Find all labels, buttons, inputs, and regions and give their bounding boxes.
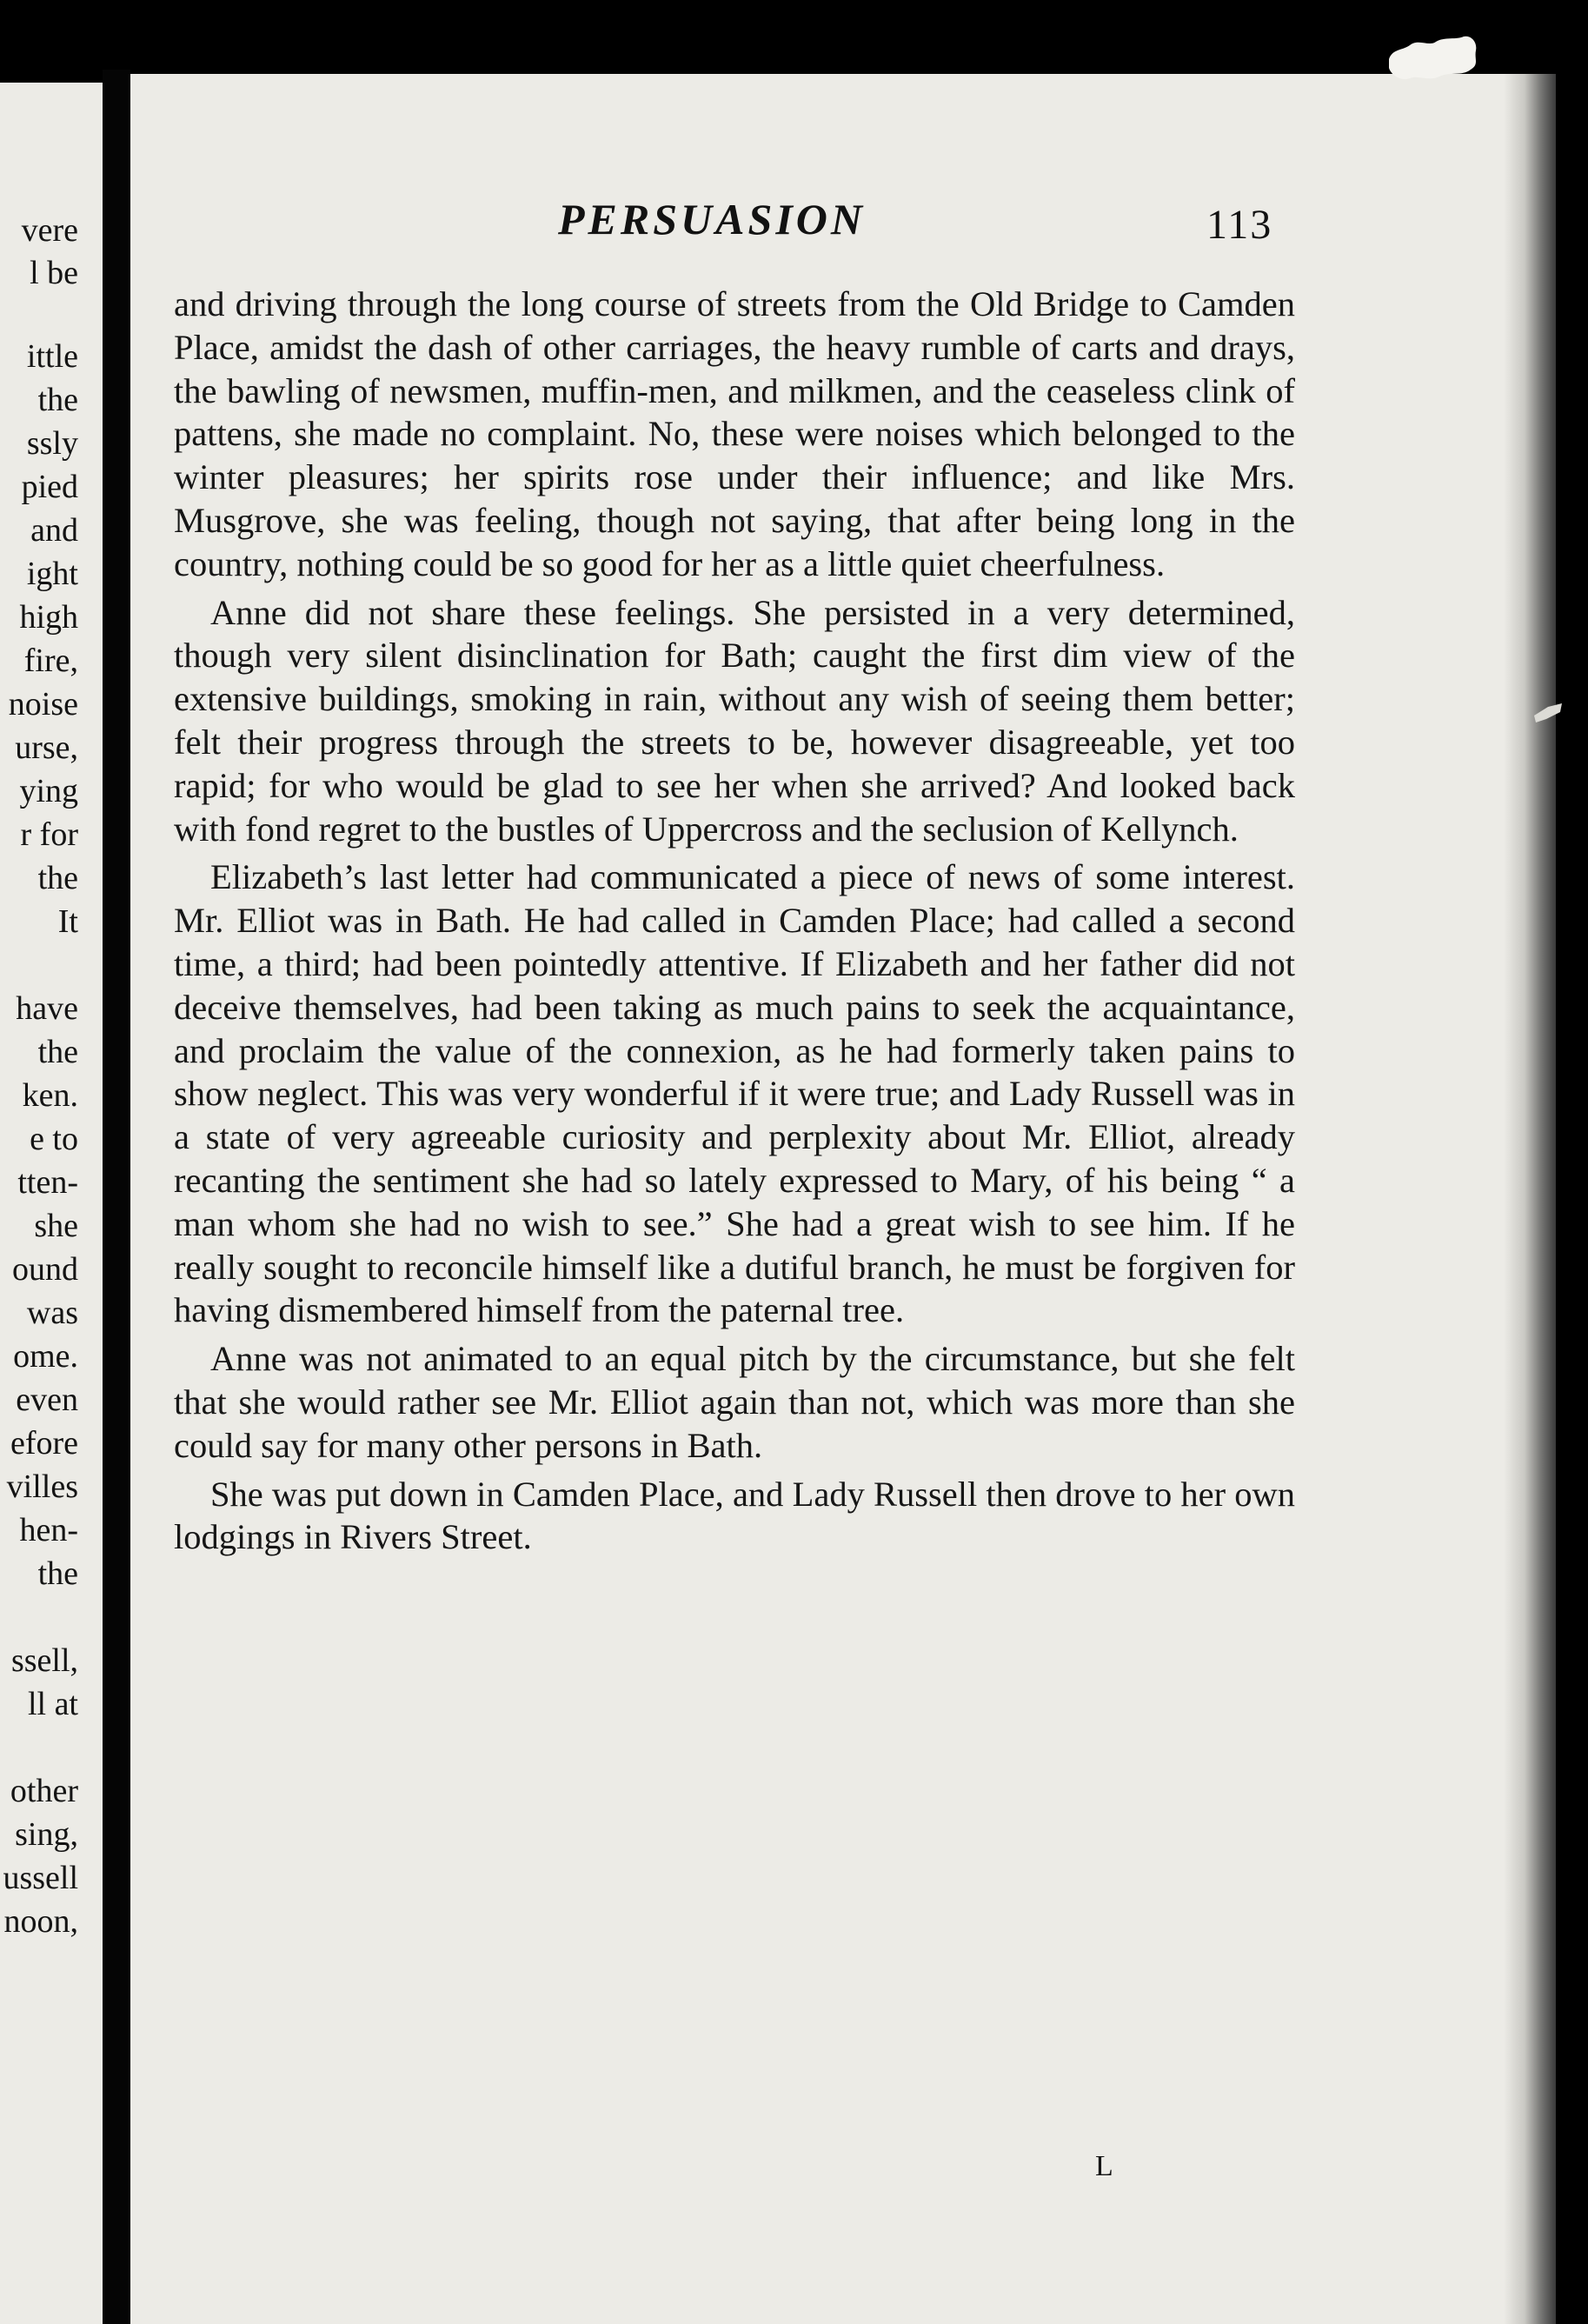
previous-page-line-end: urse, — [15, 729, 78, 766]
paragraph: Anne was not animated to an equal pitch by the circumstance, but she felt that she would rather see Mr. Elliot again than not, which was more than she could say for many other persons in Bath. — [174, 1339, 1295, 1465]
torn-corner-mark — [1384, 33, 1481, 83]
page-edge-shadow — [1504, 74, 1556, 2324]
previous-page-line-end: she — [34, 1208, 78, 1244]
previous-page-line-end: was — [26, 1295, 78, 1331]
previous-page-line-end: sing, — [15, 1816, 78, 1853]
previous-page-line-end: ome. — [13, 1338, 78, 1375]
previous-page-line-end: ussell — [3, 1860, 78, 1896]
previous-page-line-end: ssell, — [10, 1642, 78, 1679]
previous-page-line-end: and — [30, 512, 78, 549]
previous-page-line-end: ittle — [26, 338, 78, 375]
previous-page-line-end: the — [37, 1034, 78, 1070]
previous-page-line-end: e to — [30, 1121, 78, 1157]
previous-page-line-end: high — [19, 599, 78, 636]
paragraph: and driving through the long course of streets from the Old Bridge to Camden Place, amidst the dash of other carriages, the heavy rumble of carts and drays, the bawling of newsmen, muffin-men, and milkmen, and the ceaseless clink of pattens, she made no complaint. No, these were noises which belonged to the winter pleasures; her spirits rose under their influence; and like Mrs. Musgrove, she was feeling, though not saying, that after being long in the country, nothing could be so good for her as a little quiet cheerfulness. — [174, 284, 1295, 583]
page-body — [174, 283, 1295, 1564]
previous-page-line-end: ssly — [26, 425, 78, 462]
previous-page-line-end: hen- — [19, 1512, 78, 1548]
paragraph: Elizabeth’s last letter had communicated a piece of news of some interest. Mr. Elliot was in Bath. He had called in Camden Place; had called a second time, a third; had been pointedly attentive. If Elizabeth and her father did not deceive themselves, had been taking as much pains to seek the acquaintance, and proclaim the value of the connexion, as he had formerly taken pains to show neglect. This was very wonderful if it were true; and Lady Russell was in a state of very agreeable curiosity and perplexity about Mr. Elliot, already recanting the sentiment she had so lately expressed to Mary, of his being “ a man whom she had no wish to see.” She had a great wish to see him. If he really sought to reconcile himself like a dutiful branch, he must be forgiven for having dismembered himself from the paternal tree. — [174, 857, 1295, 1330]
running-title: PERSUASION — [558, 195, 866, 243]
previous-page-line-end: other — [10, 1773, 78, 1809]
page-header — [130, 194, 1373, 255]
previous-page-line-end: ll at — [27, 1686, 78, 1722]
paragraph: She was put down in Camden Place, and Lady Russell then drove to her own lodgings in Rivers Street. — [174, 1474, 1295, 1557]
previous-page-line-end: vere — [21, 212, 78, 249]
previous-page-line-end: tten- — [17, 1164, 78, 1201]
signature-mark: L — [1095, 2150, 1113, 2182]
previous-page-line-end: It — [57, 903, 78, 940]
page-number: 113 — [1206, 202, 1273, 248]
previous-page-line-end: have — [16, 990, 78, 1027]
previous-page-fragment — [0, 83, 103, 2324]
previous-page-line-end: the — [37, 860, 78, 896]
previous-page-line-end: even — [16, 1382, 78, 1418]
previous-page-line-end: r for — [20, 816, 78, 853]
book-gutter — [103, 70, 130, 2324]
previous-page-line-end: noon, — [3, 1903, 78, 1940]
previous-page-line-end: villes — [6, 1468, 78, 1505]
previous-page-line-end: efore — [10, 1425, 78, 1462]
previous-page-line-end: ight — [26, 556, 78, 592]
previous-page-line-end: ound — [12, 1251, 78, 1288]
previous-page-line-end: l be — [30, 255, 78, 291]
previous-page-line-end: the — [37, 1555, 78, 1592]
previous-page-line-end: ying — [19, 773, 78, 809]
previous-page-line-end: ken. — [22, 1077, 78, 1114]
previous-page-line-end: pied — [21, 469, 78, 505]
page-edge-nick — [1534, 700, 1564, 726]
previous-page-line-end: the — [37, 382, 78, 418]
paragraph: Anne did not share these feelings. She persisted in a very determined, though very silent disinclination for Bath; caught the first dim view of the extensive buildings, smoking in rain, without any wish of seeing them better; felt their progress through the streets to be, however disagreeable, yet too rapid; for who would be glad to see her when she arrived? And looked back with fond regret to the bustles of Uppercross and the seclusion of Kellynch. — [174, 592, 1295, 849]
previous-page-line-end: fire, — [23, 643, 78, 679]
previous-page-line-end: noise — [8, 686, 78, 723]
book-page — [130, 74, 1556, 2324]
